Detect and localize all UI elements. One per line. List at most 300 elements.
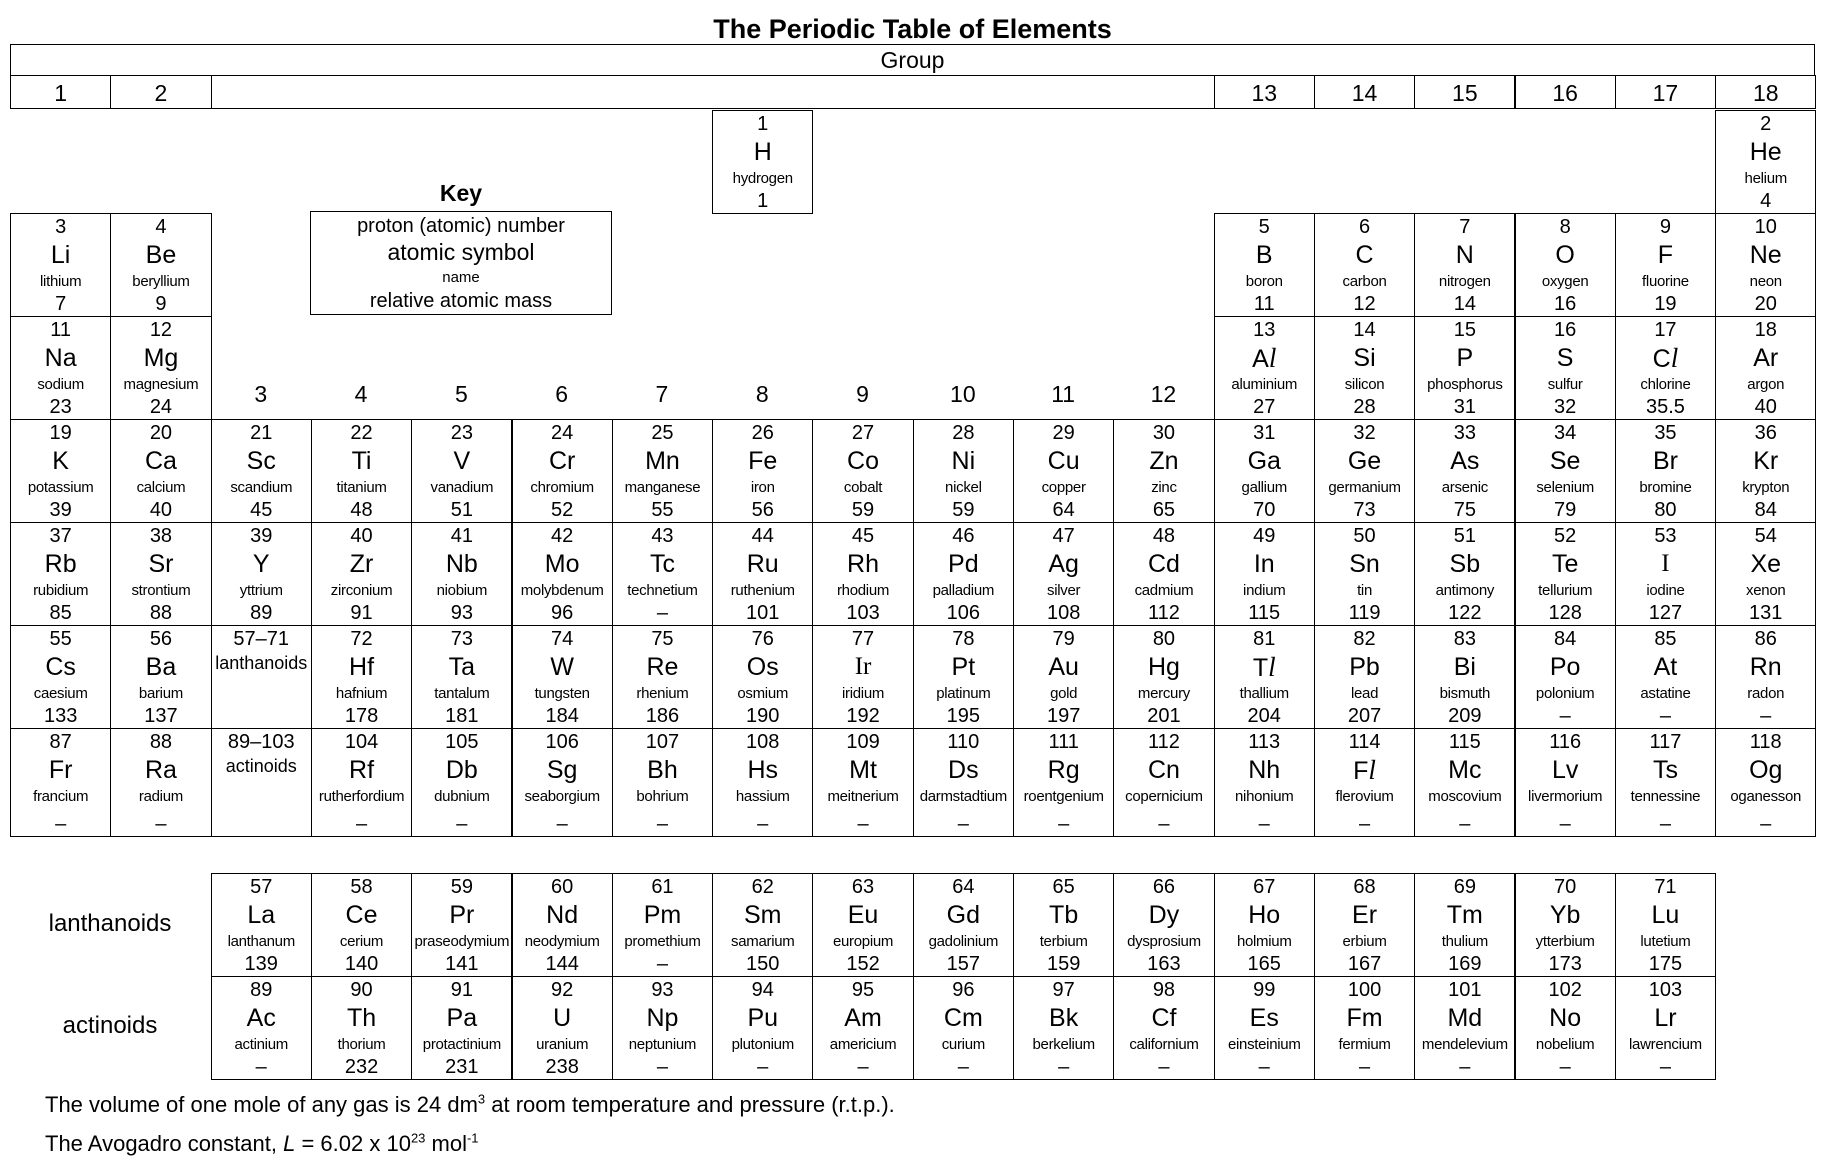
element-cell-os[interactable] — [712, 625, 813, 729]
element-name: meitnerium — [827, 788, 899, 805]
relative-atomic-mass: 12 — [1353, 293, 1376, 315]
group-number-4: 4 — [354, 381, 368, 407]
element-cell-mg[interactable] — [110, 316, 211, 420]
atomic-symbol: Ti — [351, 447, 372, 475]
element-name: chlorine — [1640, 376, 1691, 393]
atomic-number: 94 — [751, 979, 774, 1001]
element-name: tantalum — [434, 685, 490, 702]
element-cell-fm[interactable] — [1314, 976, 1415, 1080]
atomic-symbol: Pt — [951, 653, 976, 681]
atomic-number: 105 — [445, 731, 479, 753]
element-cell-nh[interactable] — [1214, 728, 1315, 837]
relative-atomic-mass: 144 — [545, 953, 579, 975]
atomic-number: 5 — [1258, 216, 1270, 238]
element-cell-sg[interactable] — [512, 728, 613, 837]
atomic-symbol: La — [247, 901, 276, 929]
atomic-number: 107 — [645, 731, 680, 753]
atomic-symbol: Os — [746, 653, 779, 681]
element-name: astatine — [1640, 685, 1691, 702]
relative-atomic-mass: – — [1459, 1056, 1471, 1078]
element-cell-sn[interactable] — [1314, 522, 1415, 626]
atomic-number: 39 — [250, 525, 273, 547]
element-cell-bi[interactable] — [1414, 625, 1515, 729]
element-cell-hs[interactable] — [712, 728, 813, 837]
atomic-symbol: Sr — [148, 550, 174, 578]
element-cell-s[interactable] — [1515, 316, 1616, 420]
atomic-symbol: Nb — [445, 550, 478, 578]
element-cell-cd[interactable] — [1113, 522, 1214, 626]
atomic-number: 4 — [155, 216, 167, 238]
element-cell-u[interactable] — [512, 976, 613, 1080]
element-cell-ds[interactable] — [913, 728, 1014, 837]
group-number-16: 16 — [1515, 75, 1616, 109]
element-cell-pm[interactable] — [612, 873, 713, 977]
relative-atomic-mass: – — [757, 813, 769, 835]
atomic-number: 29 — [1052, 422, 1075, 444]
element-name: indium — [1243, 582, 1286, 599]
atomic-symbol: Tc — [649, 550, 675, 578]
atomic-number: 74 — [551, 628, 574, 650]
relative-atomic-mass: – — [1559, 705, 1571, 727]
element-cell-lu[interactable] — [1615, 873, 1716, 977]
element-name: arsenic — [1441, 479, 1488, 496]
element-cell-cs[interactable] — [10, 625, 111, 729]
relative-atomic-mass: – — [1258, 813, 1270, 835]
atomic-symbol: Ag — [1048, 550, 1079, 578]
atomic-symbol: Na — [44, 344, 77, 372]
element-cell-ni[interactable] — [913, 419, 1014, 523]
element-cell-b[interactable] — [1214, 213, 1315, 317]
atomic-number: 9 — [1659, 216, 1671, 238]
relative-atomic-mass: 178 — [344, 705, 379, 727]
group-number-14: 14 — [1314, 75, 1415, 109]
element-name: nobelium — [1535, 1036, 1595, 1053]
element-name: zirconium — [330, 582, 393, 599]
atomic-symbol: Xe — [1750, 550, 1782, 578]
atomic-symbol: Mt — [849, 756, 877, 784]
element-cell-h[interactable] — [712, 110, 813, 214]
element-name: seaborgium — [524, 788, 600, 805]
relative-atomic-mass: 45 — [250, 499, 273, 521]
element-cell-at[interactable] — [1615, 625, 1716, 729]
element-cell-se[interactable] — [1515, 419, 1616, 523]
atomic-symbol: Cu — [1047, 447, 1080, 475]
atomic-number: 108 — [746, 731, 780, 753]
relative-atomic-mass: 59 — [851, 499, 875, 521]
element-cell-co[interactable] — [812, 419, 913, 523]
relative-atomic-mass: 4 — [1760, 190, 1772, 212]
atomic-number: 99 — [1253, 979, 1276, 1001]
atomic-number: 64 — [952, 876, 975, 898]
element-name: beryllium — [132, 273, 190, 290]
element-cell-cn[interactable] — [1113, 728, 1214, 837]
atomic-symbol: Mn — [645, 447, 680, 475]
element-name: antimony — [1435, 582, 1495, 599]
element-cell-es[interactable] — [1214, 976, 1315, 1080]
element-cell-si[interactable] — [1314, 316, 1415, 420]
element-cell-w[interactable] — [512, 625, 613, 729]
atomic-symbol: Lu — [1651, 901, 1680, 929]
atomic-symbol: Es — [1249, 1004, 1279, 1032]
atomic-symbol: Ho — [1248, 901, 1281, 929]
element-cell-sr[interactable] — [110, 522, 211, 626]
atomic-symbol: Bh — [647, 756, 678, 784]
element-cell-np[interactable] — [612, 976, 713, 1080]
atomic-number: 81 — [1253, 628, 1276, 650]
relative-atomic-mass: 85 — [49, 602, 72, 624]
element-cell-rn[interactable] — [1715, 625, 1816, 729]
atomic-number: 37 — [49, 525, 72, 547]
element-cell-n[interactable] — [1414, 213, 1515, 317]
element-cell-ba[interactable] — [110, 625, 211, 729]
atomic-number: 98 — [1152, 979, 1176, 1001]
atomic-symbol: As — [1450, 447, 1480, 475]
element-cell-sm[interactable] — [712, 873, 813, 977]
element-cell-dy[interactable] — [1113, 873, 1214, 977]
atomic-number: 10 — [1754, 216, 1777, 238]
relative-atomic-mass: 157 — [946, 953, 981, 975]
relative-atomic-mass: 39 — [49, 499, 72, 521]
element-cell-c[interactable] — [1314, 213, 1415, 317]
element-cell-ra[interactable] — [110, 728, 211, 837]
relative-atomic-mass: – — [255, 1056, 267, 1078]
element-cell-as[interactable] — [1414, 419, 1515, 523]
atomic-number: 110 — [947, 731, 980, 753]
relative-atomic-mass: – — [656, 953, 668, 975]
element-cell-tm[interactable] — [1414, 873, 1515, 977]
relative-atomic-mass: 65 — [1152, 499, 1176, 521]
element-cell-gd[interactable] — [913, 873, 1014, 977]
element-cell-p[interactable] — [1414, 316, 1515, 420]
element-cell-au[interactable] — [1013, 625, 1114, 729]
atomic-number: 56 — [149, 628, 173, 650]
atomic-number: 66 — [1152, 876, 1176, 898]
element-cell-ge[interactable] — [1314, 419, 1415, 523]
footnote-avogadro-text: The Avogadro constant, — [45, 1131, 284, 1156]
element-cell-i[interactable] — [1615, 522, 1716, 626]
relative-atomic-mass: – — [1659, 705, 1671, 727]
atomic-number: 63 — [851, 876, 875, 898]
element-cell-cl[interactable] — [1615, 316, 1716, 420]
element-cell-o[interactable] — [1515, 213, 1616, 317]
element-cell-ti[interactable] — [311, 419, 412, 523]
element-cell-cf[interactable] — [1113, 976, 1214, 1080]
relative-atomic-mass: 40 — [1754, 396, 1777, 418]
element-name: einsteinium — [1227, 1036, 1301, 1053]
element-cell-ar[interactable] — [1715, 316, 1816, 420]
atomic-symbol: W — [550, 653, 574, 681]
element-cell-sb[interactable] — [1414, 522, 1515, 626]
element-cell-er[interactable] — [1314, 873, 1415, 977]
element-cell-am[interactable] — [812, 976, 913, 1080]
relative-atomic-mass: 56 — [751, 499, 774, 521]
element-cell-rg[interactable] — [1013, 728, 1114, 837]
element-name: iron — [750, 479, 775, 496]
atomic-number: 75 — [651, 628, 674, 650]
atomic-number: 50 — [1353, 525, 1376, 547]
element-cell-no[interactable] — [1515, 976, 1616, 1080]
element-cell-te[interactable] — [1515, 522, 1616, 626]
group-number-5: 5 — [454, 381, 468, 407]
element-cell-pd[interactable] — [913, 522, 1014, 626]
element-cell-he[interactable] — [1715, 110, 1816, 214]
element-cell-md[interactable] — [1414, 976, 1515, 1080]
element-name: gold — [1050, 685, 1078, 702]
element-cell-rf[interactable] — [311, 728, 412, 837]
atomic-number: 77 — [851, 628, 875, 650]
element-cell-rb[interactable] — [10, 522, 111, 626]
element-name: praseodymium — [414, 933, 510, 950]
element-cell-in[interactable] — [1214, 522, 1315, 626]
atomic-symbol: Ir — [854, 653, 872, 680]
placeholder-cell-lanthanoids[interactable] — [211, 625, 312, 729]
element-cell-mn[interactable] — [612, 419, 713, 523]
placeholder-cell-actinoids[interactable] — [211, 728, 312, 837]
element-cell-ho[interactable] — [1214, 873, 1315, 977]
atomic-number: 32 — [1353, 422, 1376, 444]
atomic-number: 23 — [450, 422, 473, 444]
element-cell-kr[interactable] — [1715, 419, 1816, 523]
atomic-number: 34 — [1554, 422, 1577, 444]
element-name: caesium — [33, 685, 88, 702]
element-cell-ac[interactable] — [211, 976, 312, 1080]
element-cell-pt[interactable] — [913, 625, 1014, 729]
element-cell-ce[interactable] — [311, 873, 412, 977]
element-cell-xe[interactable] — [1715, 522, 1816, 626]
atomic-symbol: Cd — [1147, 550, 1180, 578]
element-cell-rh[interactable] — [812, 522, 913, 626]
element-cell-lr[interactable] — [1615, 976, 1716, 1080]
element-cell-ne[interactable] — [1715, 213, 1816, 317]
atomic-symbol: At — [1653, 653, 1678, 681]
element-cell-og[interactable] — [1715, 728, 1816, 837]
atomic-number: 59 — [450, 876, 473, 898]
atomic-symbol: Al — [1252, 343, 1277, 373]
atomic-number: 31 — [1253, 422, 1276, 444]
atomic-symbol: Fr — [48, 756, 73, 784]
element-cell-db[interactable] — [411, 728, 512, 837]
relative-atomic-mass: 9 — [155, 293, 167, 315]
element-cell-k[interactable] — [10, 419, 111, 523]
atomic-symbol: Rn — [1749, 653, 1782, 681]
element-cell-cm[interactable] — [913, 976, 1014, 1080]
element-cell-be[interactable] — [110, 213, 211, 317]
element-name: radon — [1747, 685, 1785, 702]
atomic-number: 46 — [952, 525, 975, 547]
element-name: krypton — [1742, 479, 1790, 496]
element-cell-ca[interactable] — [110, 419, 211, 523]
element-cell-tb[interactable] — [1013, 873, 1114, 977]
element-cell-ag[interactable] — [1013, 522, 1114, 626]
element-cell-zr[interactable] — [311, 522, 412, 626]
element-cell-y[interactable] — [211, 522, 312, 626]
element-cell-ir[interactable] — [812, 625, 913, 729]
footnote-avogadro-unit: mol — [425, 1131, 467, 1156]
group-number-10: 10 — [950, 381, 976, 407]
element-name: mercury — [1137, 685, 1190, 702]
atomic-number: 45 — [851, 525, 875, 547]
element-cell-th[interactable] — [311, 976, 412, 1080]
atomic-symbol: Co — [847, 447, 880, 475]
element-name: ytterbium — [1535, 933, 1595, 950]
element-cell-ru[interactable] — [712, 522, 813, 626]
atomic-number: 20 — [149, 422, 173, 444]
element-name: gallium — [1241, 479, 1287, 496]
element-cell-mc[interactable] — [1414, 728, 1515, 837]
relative-atomic-mass: 23 — [49, 396, 72, 418]
element-cell-nd[interactable] — [512, 873, 613, 977]
element-name: platinum — [936, 685, 991, 702]
element-name: neptunium — [628, 1036, 697, 1053]
atomic-number: 96 — [952, 979, 975, 1001]
relative-atomic-mass: – — [1659, 1056, 1671, 1078]
element-cell-lv[interactable] — [1515, 728, 1616, 837]
element-cell-cu[interactable] — [1013, 419, 1114, 523]
element-cell-fl[interactable] — [1314, 728, 1415, 837]
relative-atomic-mass: – — [656, 813, 668, 835]
element-cell-mt[interactable] — [812, 728, 913, 837]
element-cell-ga[interactable] — [1214, 419, 1315, 523]
group-number-1: 1 — [10, 75, 111, 109]
atomic-number: 69 — [1453, 876, 1476, 898]
element-cell-mo[interactable] — [512, 522, 613, 626]
atomic-number: 53 — [1654, 525, 1677, 547]
atomic-symbol: Tl — [1252, 652, 1276, 682]
element-name: osmium — [737, 685, 789, 702]
relative-atomic-mass: – — [556, 813, 568, 835]
relative-atomic-mass: 112 — [1148, 602, 1180, 624]
atomic-symbol: I — [1661, 550, 1670, 577]
element-name: ruthenium — [730, 582, 795, 599]
atomic-symbol: C — [1355, 241, 1374, 269]
atomic-symbol: Cn — [1147, 756, 1180, 784]
element-name: lithium — [40, 273, 82, 290]
atomic-number: 57 — [250, 876, 273, 898]
element-name: fluorine — [1642, 273, 1689, 290]
element-cell-po[interactable] — [1515, 625, 1616, 729]
relative-atomic-mass: 59 — [952, 499, 975, 521]
atomic-symbol: Pu — [747, 1004, 779, 1032]
key-relative-atomic-mass: relative atomic mass — [369, 290, 553, 312]
atomic-symbol: Dy — [1148, 901, 1180, 929]
element-cell-re[interactable] — [612, 625, 713, 729]
element-name: holmium — [1236, 933, 1292, 950]
relative-atomic-mass: 133 — [43, 705, 78, 727]
element-name: uranium — [536, 1036, 589, 1053]
atomic-number: 85 — [1654, 628, 1677, 650]
relative-atomic-mass: 1 — [757, 190, 769, 212]
element-cell-tc[interactable] — [612, 522, 713, 626]
element-cell-tl[interactable] — [1214, 625, 1315, 729]
atomic-symbol: Hf — [349, 653, 375, 681]
atomic-number: 44 — [751, 525, 774, 547]
atomic-symbol: Md — [1447, 1004, 1483, 1032]
relative-atomic-mass: – — [1158, 813, 1170, 835]
element-cell-fe[interactable] — [712, 419, 813, 523]
element-cell-nb[interactable] — [411, 522, 512, 626]
element-name: strontium — [131, 582, 191, 599]
element-cell-la[interactable] — [211, 873, 312, 977]
relative-atomic-mass: 11 — [1253, 293, 1275, 315]
relative-atomic-mass: 103 — [846, 602, 880, 624]
element-name: nitrogen — [1438, 273, 1491, 290]
atomic-number: 49 — [1253, 525, 1276, 547]
element-cell-f[interactable] — [1615, 213, 1716, 317]
element-cell-li[interactable] — [10, 213, 111, 317]
relative-atomic-mass: – — [1559, 1056, 1571, 1078]
element-name: hydrogen — [732, 170, 793, 187]
element-cell-hg[interactable] — [1113, 625, 1214, 729]
element-cell-fr[interactable] — [10, 728, 111, 837]
element-cell-al[interactable] — [1214, 316, 1315, 420]
relative-atomic-mass: 80 — [1654, 499, 1677, 521]
relative-atomic-mass: 51 — [450, 499, 473, 521]
element-name: neodymium — [524, 933, 600, 950]
element-cell-yb[interactable] — [1515, 873, 1616, 977]
element-name: dysprosium — [1127, 933, 1201, 950]
atomic-number: 70 — [1554, 876, 1577, 898]
element-cell-hf[interactable] — [311, 625, 412, 729]
relative-atomic-mass: 19 — [1654, 293, 1677, 315]
element-name: boron — [1245, 273, 1283, 290]
element-cell-sc[interactable] — [211, 419, 312, 523]
element-name: selenium — [1536, 479, 1594, 496]
atomic-number: 109 — [846, 731, 880, 753]
element-cell-pa[interactable] — [411, 976, 512, 1080]
element-cell-na[interactable] — [10, 316, 111, 420]
element-cell-zn[interactable] — [1113, 419, 1214, 523]
atomic-symbol: Sb — [1449, 550, 1481, 578]
atomic-number: 67 — [1253, 876, 1276, 898]
footnote-gas-volume-exponent: 3 — [477, 1091, 486, 1107]
element-cell-v[interactable] — [411, 419, 512, 523]
element-name: rhenium — [636, 685, 689, 702]
relative-atomic-mass: – — [155, 813, 167, 835]
atomic-symbol: No — [1549, 1004, 1582, 1032]
element-name: hassium — [735, 788, 790, 805]
element-cell-ts[interactable] — [1615, 728, 1716, 837]
element-cell-ta[interactable] — [411, 625, 512, 729]
relative-atomic-mass: 165 — [1247, 953, 1281, 975]
element-name: actinium — [234, 1036, 288, 1053]
element-name: lutetium — [1640, 933, 1691, 950]
atomic-number: 13 — [1253, 319, 1276, 341]
element-name: neon — [1749, 273, 1782, 290]
atomic-number: 95 — [851, 979, 875, 1001]
element-cell-br[interactable] — [1615, 419, 1716, 523]
element-name: rutherfordium — [318, 788, 405, 805]
element-cell-bh[interactable] — [612, 728, 713, 837]
element-cell-pb[interactable] — [1314, 625, 1415, 729]
element-cell-cr[interactable] — [512, 419, 613, 523]
element-cell-eu[interactable] — [812, 873, 913, 977]
atomic-number: 73 — [450, 628, 473, 650]
element-name: thorium — [337, 1036, 386, 1053]
element-cell-pr[interactable] — [411, 873, 512, 977]
relative-atomic-mass: 91 — [350, 602, 373, 624]
relative-atomic-mass: – — [1058, 813, 1070, 835]
relative-atomic-mass: – — [1158, 1056, 1170, 1078]
element-cell-bk[interactable] — [1013, 976, 1114, 1080]
relative-atomic-mass: 119 — [1348, 602, 1381, 624]
relative-atomic-mass: 115 — [1248, 602, 1281, 624]
relative-atomic-mass: 93 — [450, 602, 473, 624]
element-cell-pu[interactable] — [712, 976, 813, 1080]
atomic-symbol: Fe — [748, 447, 778, 475]
atomic-number: 43 — [651, 525, 674, 547]
atomic-number: 18 — [1754, 319, 1777, 341]
element-name: roentgenium — [1023, 788, 1104, 805]
